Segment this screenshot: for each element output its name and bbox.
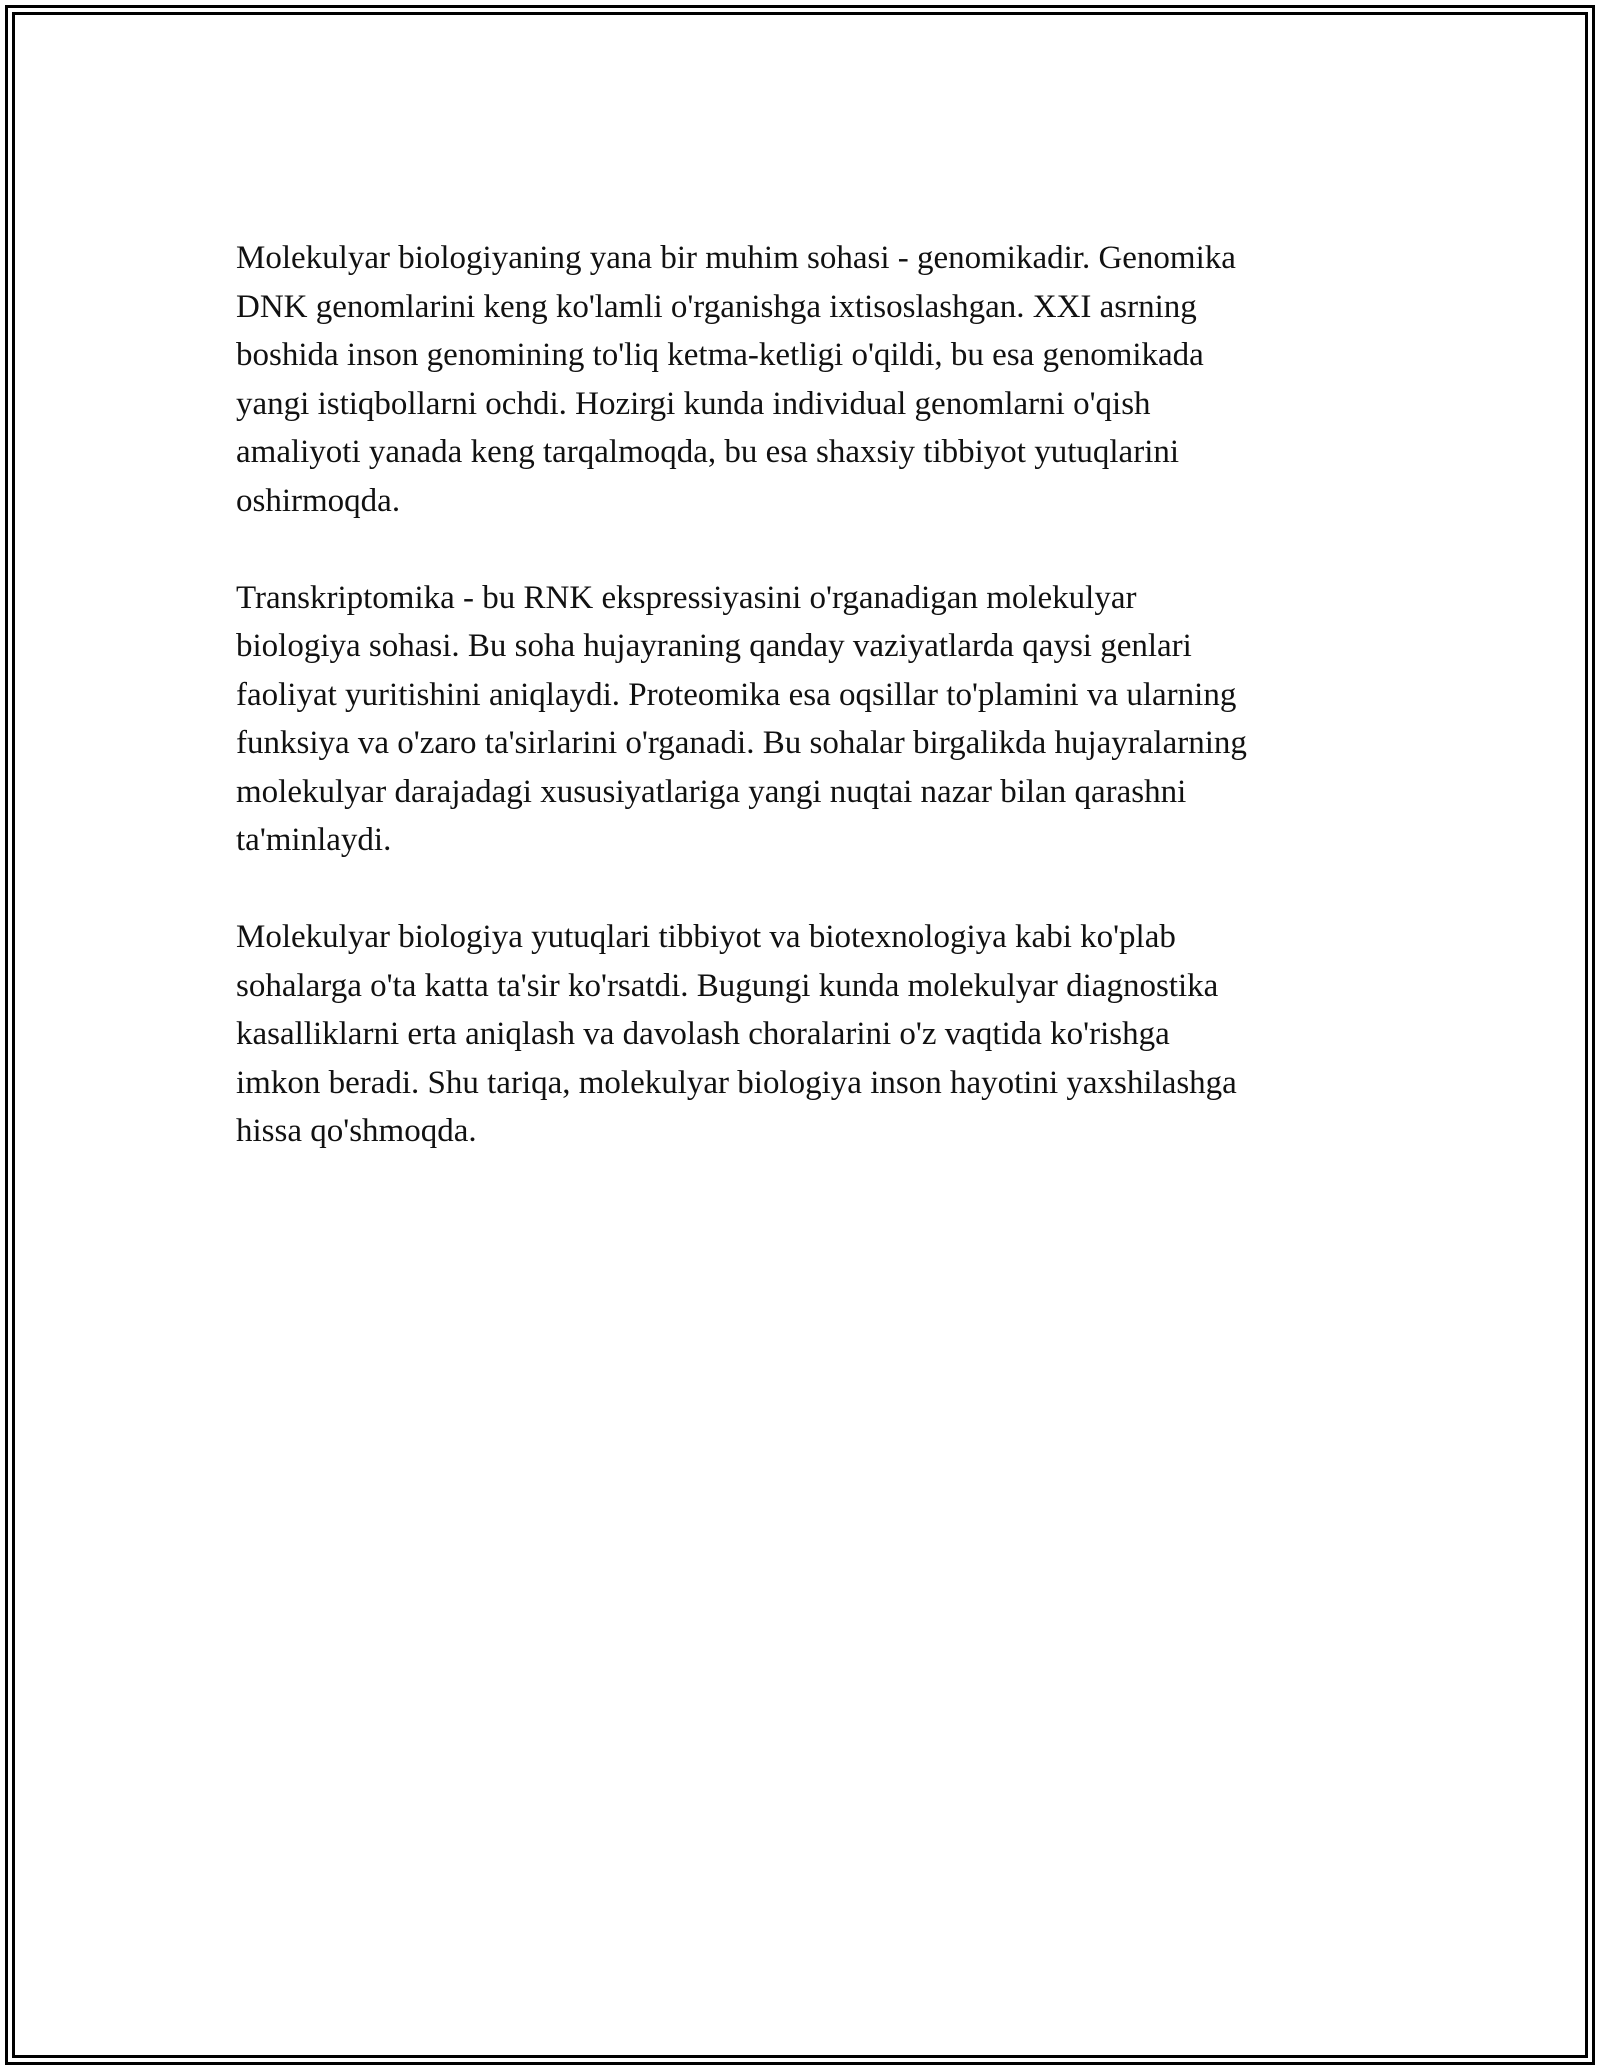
paragraph-genomics: Molekulyar biologiyaning yana bir muhim sohasi - genomikadir. Genomika DNK genomlarini keng ko'lamli o'rganishga ixtisoslashgan. XXI asrning boshida inson genomining to'liq ketma-ketligi o'qildi, bu esa genomikada yangi istiqbollarni ochdi. Hozirgi kunda individual genomlarni o'qish amaliyoti yanada keng tarqalmoqda, bu esa shaxsiy tibbiyot yutuqlarini oshirmoqda. bbox=[236, 240, 1236, 519]
paragraph-transcriptomics: Transkriptomika - bu RNK ekspressiyasini o'rganadigan molekulyar biologiya sohasi. Bu soha hujayraning qanday vaziyatlarda qaysi genlari faoliyat yuritishini aniqlaydi. Proteomika esa oqsillar to'plamini va ularning funksiya va o'zaro ta'sirlarini o'rganadi. Bu sohalar birgalikda hujayralarning molekulyar darajadagi xususiyatlariga yangi nuqtai nazar bilan qarashni ta'minlaydi. bbox=[236, 579, 1247, 858]
paragraph-applications: Molekulyar biologiya yutuqlari tibbiyot va biotexnologiya kabi ko'plab sohalarga o'ta katta ta'sir ko'rsatdi. Bugungi kunda molekulyar diagnostika kasalliklarni erta aniqlash va davolash choralarini o'z vaqtida ko'rishga imkon beradi. Shu tariqa, molekulyar biologiya inson hayotini yaxshilashga hissa qo'shmoqda. bbox=[236, 919, 1237, 1149]
document-body bbox=[236, 234, 1376, 1204]
